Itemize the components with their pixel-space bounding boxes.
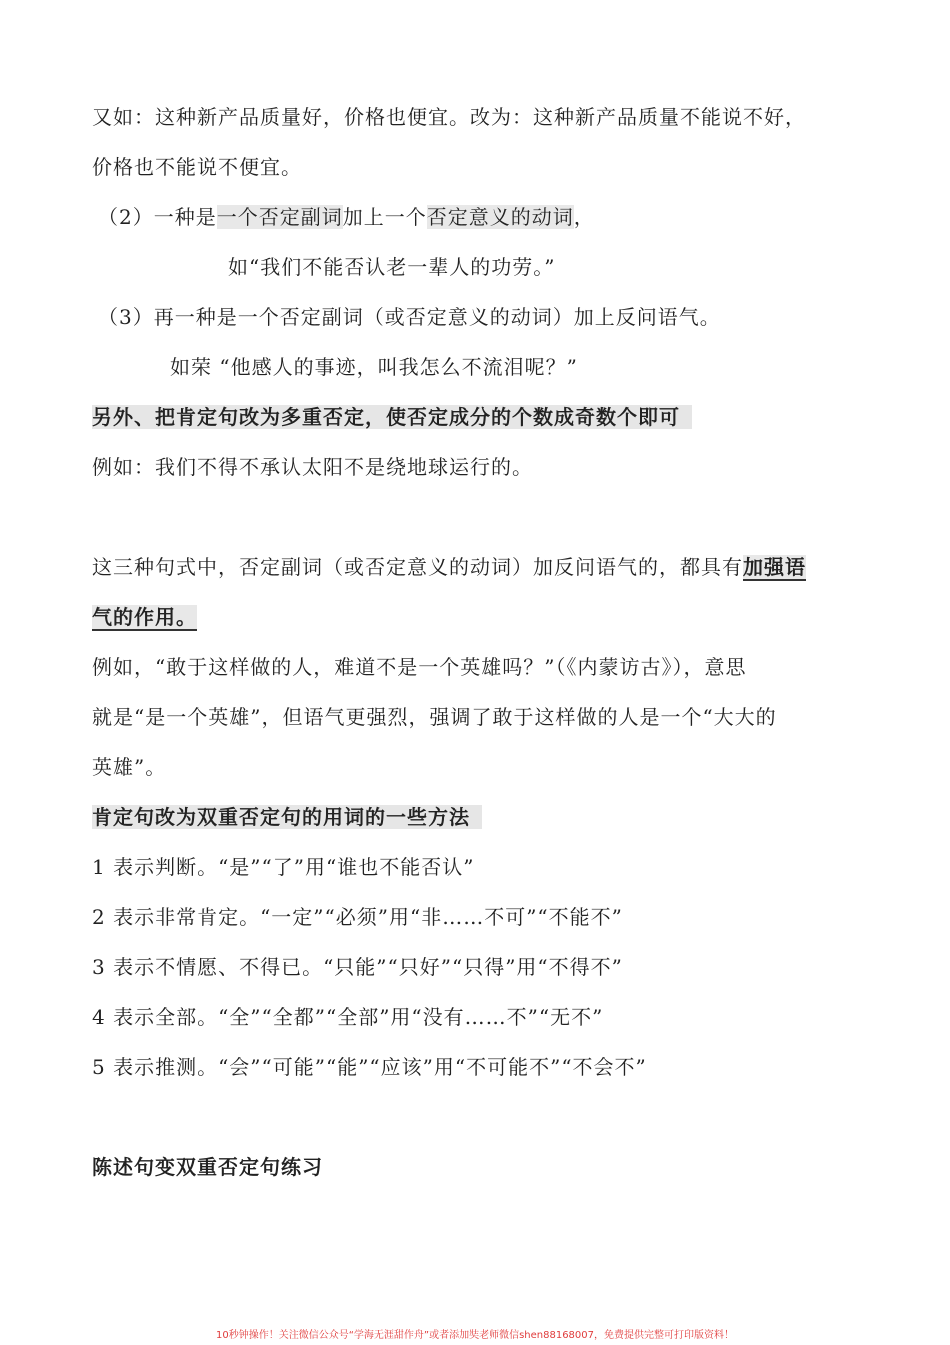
method-2-line xyxy=(98,202,595,232)
example-paragraph-line-1: 例如，“敢于这样做的人，难道不是一个英雄吗？”（《内蒙访古》），意思 xyxy=(92,655,747,679)
method-2-prefix: （2）一种是 xyxy=(98,205,217,229)
methods-heading: 肯定句改为双重否定句的用词的一些方法 xyxy=(92,802,482,832)
method-item-2: 2 表示非常肯定。“一定”“必须”用“非……不可”“不能不” xyxy=(92,905,623,929)
footer-notice: 10秒钟操作！关注微信公众号“学海无涯甜作舟”或者添加奘老师微信shen88168007，免费提供完整可打印版资料！ xyxy=(215,1330,735,1341)
multiple-negation-heading: 另外、把肯定句改为多重否定，使否定成分的个数成奇数个即可 xyxy=(92,402,692,432)
summary-line-2 xyxy=(92,602,197,632)
paragraph-line-1: 又如：这种新产品质量好，价格也便宜。改为：这种新产品质量不能说不好， xyxy=(92,105,806,129)
emphasis-strengthen: 加强语 xyxy=(743,555,806,579)
paragraph-line-2: 价格也不能说不便宜。 xyxy=(92,155,302,179)
method-2-middle: 加上一个 xyxy=(342,205,427,229)
practice-heading: 陈述句变双重否定句练习 xyxy=(92,1155,323,1179)
example-3-line: 如荣 “他感人的事迹，叫我怎么不流泪呢？” xyxy=(170,355,578,379)
example-paragraph-line-3: 英雄”。 xyxy=(92,755,167,779)
example-multiple-negation: 例如：我们不得不承认太阳不是绕地球运行的。 xyxy=(92,455,533,479)
highlight-negative-verb: 否定意义的动词 xyxy=(426,205,574,229)
highlight-negative-adverb: 一个否定副词 xyxy=(216,205,343,229)
method-item-3: 3 表示不情愿、不得已。“只能”“只好”“只得”用“不得不” xyxy=(92,955,623,979)
emphasis-effect: 气的作用。 xyxy=(92,605,197,629)
example-2-line: 如“我们不能否认老一辈人的功劳。” xyxy=(228,255,556,279)
method-3-line: （3）再一种是一个否定副词（或否定意义的动词）加上反问语气。 xyxy=(98,305,721,329)
summary-line-1 xyxy=(92,552,806,582)
method-2-comma: ， xyxy=(573,205,595,229)
summary-text: 这三种句式中，否定副词（或否定意义的动词）加反问语气的，都具有 xyxy=(92,555,743,579)
example-paragraph-line-2: 就是“是一个英雄”，但语气更强烈，强调了敢于这样做的人是一个“大大的 xyxy=(92,705,777,729)
method-item-1: 1 表示判断。“是”“了”用“谁也不能否认” xyxy=(92,855,475,879)
method-item-5: 5 表示推测。“会”“可能”“能”“应该”用“不可能不”“不会不” xyxy=(92,1055,647,1079)
method-item-4: 4 表示全部。“全”“全都”“全部”用“没有……不”“无不” xyxy=(92,1005,604,1029)
